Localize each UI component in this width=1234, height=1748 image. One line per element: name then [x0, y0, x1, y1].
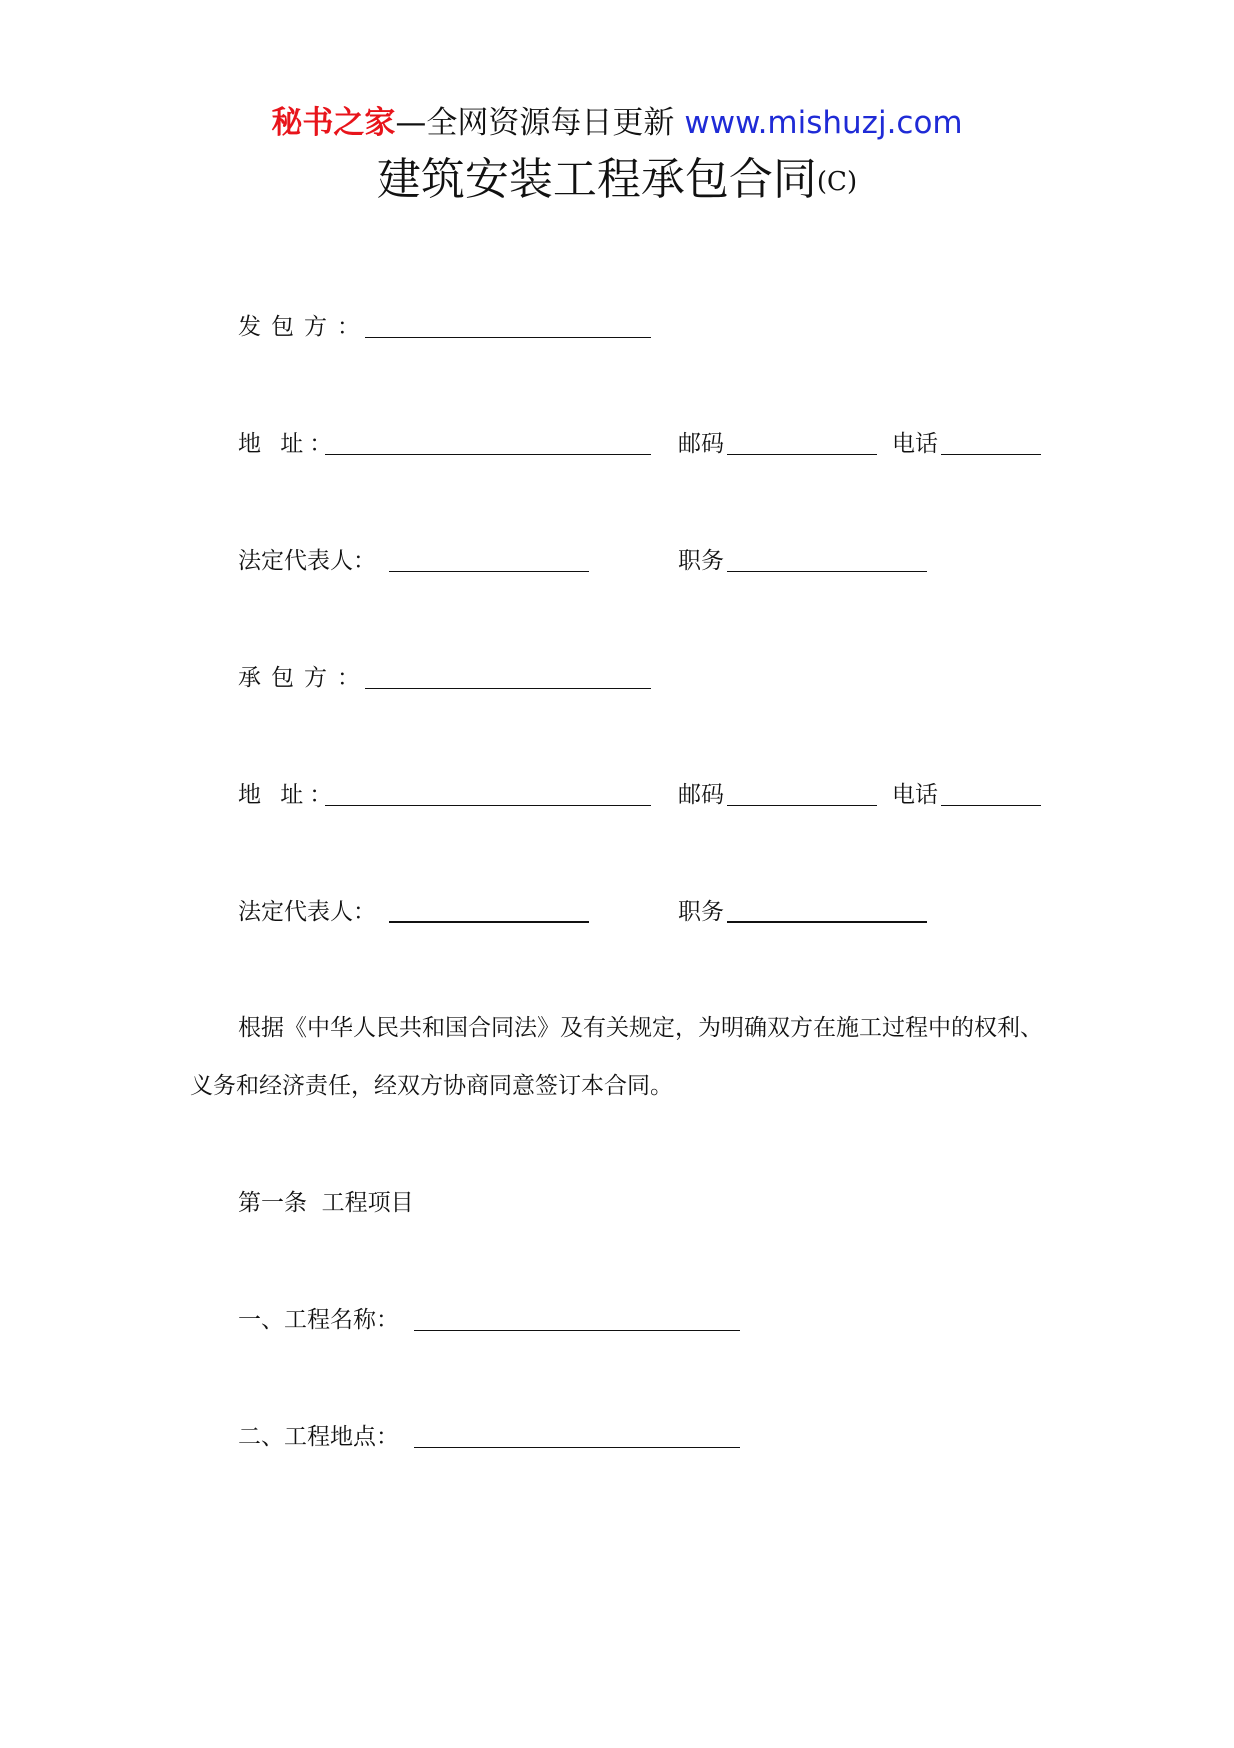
- party-b-rep-row: [238, 892, 376, 932]
- party-b-position-row: [678, 892, 724, 932]
- party-a-label: 发包方：: [238, 314, 370, 340]
- party-b-phone-label: 电话: [892, 782, 938, 808]
- article-1-item-2-row: [238, 1417, 399, 1457]
- site-banner: [0, 103, 1234, 143]
- party-a-address-row: [238, 424, 338, 464]
- party-b-rep-blank[interactable]: [389, 921, 589, 923]
- party-a-rep-label: 法定代表人：: [238, 548, 376, 574]
- project-name-label: 一、工程名称：: [238, 1307, 399, 1333]
- project-name-blank[interactable]: [414, 1330, 740, 1331]
- party-b-position-label: 职务: [678, 899, 724, 925]
- article-1-heading: [238, 1183, 414, 1223]
- party-b-address-label: 地 址：: [238, 782, 339, 808]
- party-b-postcode-label: 邮码: [678, 782, 724, 808]
- party-b-phone-blank[interactable]: [941, 805, 1041, 806]
- party-b-phone-row: [892, 775, 938, 815]
- party-a-postcode-label: 邮码: [678, 431, 724, 457]
- party-a-position-label: 职务: [678, 548, 724, 574]
- party-a-rep-blank[interactable]: [389, 571, 589, 572]
- document-title-main: 建筑安装工程承包合同: [376, 154, 817, 205]
- party-a-position-row: [678, 541, 724, 581]
- party-a-address-blank[interactable]: [325, 454, 651, 455]
- banner-brand: 秘书之家: [271, 105, 396, 141]
- article-1-heading-text: 第一条 工程项目: [238, 1190, 414, 1216]
- party-a-phone-row: [892, 424, 938, 464]
- preamble-text: 根据《中华人民共和国合同法》及有关规定，为明确双方在施工过程中的权利、义务和经济责任，经双方协商同意签订本合同。: [190, 1015, 1043, 1099]
- party-b-row: [238, 658, 370, 698]
- party-a-name-blank[interactable]: [365, 337, 651, 338]
- article-1-item-1-row: [238, 1300, 399, 1340]
- party-b-address-row: [238, 775, 338, 815]
- party-a-phone-label: 电话: [892, 431, 938, 457]
- document-title: [0, 150, 1234, 212]
- document-title-suffix: (C): [816, 167, 858, 197]
- party-b-name-blank[interactable]: [365, 688, 651, 689]
- party-b-address-blank[interactable]: [325, 805, 651, 806]
- party-a-rep-row: [238, 541, 376, 581]
- party-a-address-label: 地 址：: [238, 431, 339, 457]
- party-a-row: [238, 307, 370, 347]
- party-b-position-blank[interactable]: [727, 921, 927, 923]
- party-b-label: 承包方：: [238, 665, 370, 691]
- banner-slogan: —全网资源每日更新: [395, 105, 675, 141]
- preamble-paragraph: [190, 999, 1050, 1115]
- banner-url-link[interactable]: www.mishuzj.com: [684, 105, 963, 141]
- party-b-rep-label: 法定代表人：: [238, 899, 376, 925]
- project-location-blank[interactable]: [414, 1447, 740, 1448]
- party-b-postcode-blank[interactable]: [727, 805, 877, 806]
- project-location-label: 二、工程地点：: [238, 1424, 399, 1450]
- party-a-postcode-row: [678, 424, 724, 464]
- party-b-postcode-row: [678, 775, 724, 815]
- party-a-phone-blank[interactable]: [941, 454, 1041, 455]
- party-a-position-blank[interactable]: [727, 571, 927, 572]
- party-a-postcode-blank[interactable]: [727, 454, 877, 455]
